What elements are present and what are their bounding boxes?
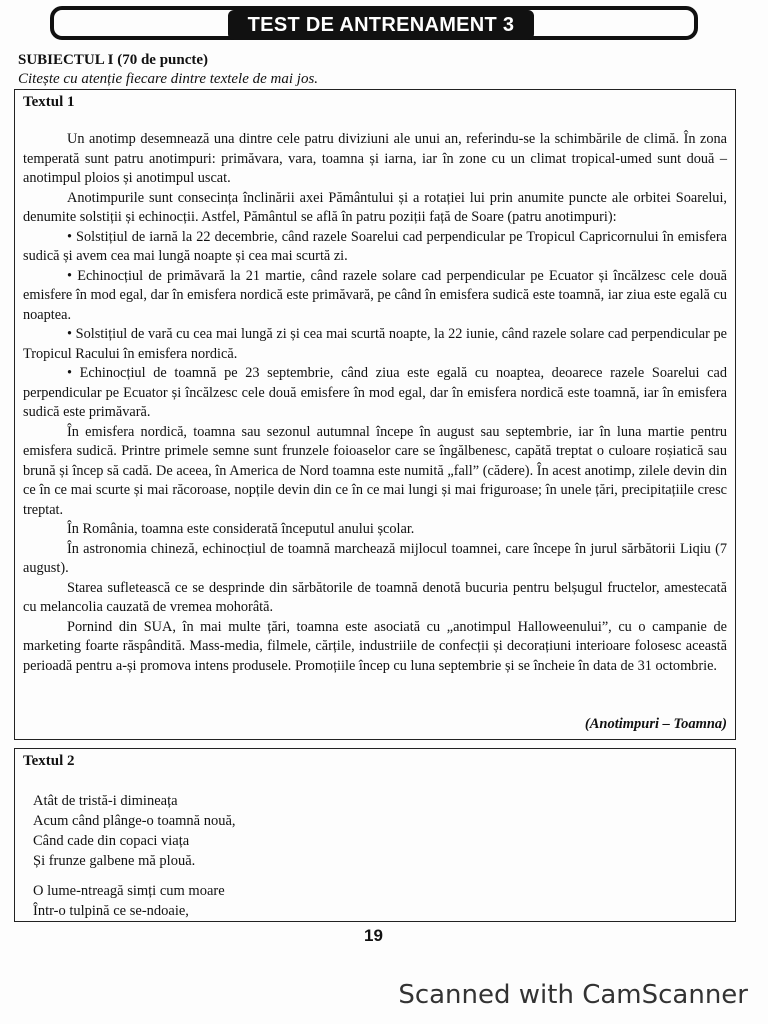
poem-verse: Atât de tristă-i dimineața [33,793,178,809]
page-number: 19 [364,926,383,945]
poem-verse: Când cade din copaci viața [33,833,190,849]
text1-paragraph: • Echinocțiul de toamnă pe 23 septembrie, când ziua este egală cu noaptea, deoarece razele Soarelui cad perpendicular pe Ecuator și încălzesc cele două emisfere în mod egal, dar în emisfera nordică este toamnă, iar în emisfera sudică este primăvară. [23,365,727,420]
text1-paragraph: Starea sufletească ce se desprinde din sărbătorile de toamnă denotă bucuria pentru belșugul fructelor, amestecată cu melancolia cauzată de vremea mohorâtă. [23,579,727,615]
text1-paragraph: • Solstițiul de vară cu cea mai lungă zi și cea mai scurtă noapte, la 22 iunie, când razele solare cad perpendicular pe Tropicul Racului în emisfera nordică. [23,326,727,362]
scanner-watermark: Scanned with CamScanner [398,980,748,1010]
poem-verse: Într-o tulpină ce se-ndoaie, [33,903,189,919]
text1-paragraph: • Solstițiul de iarnă la 22 decembrie, când razele Soarelui cad perpendicular pe Tropicul Capricornului în emisfera sudică și avem cea mai lungă noapte și cea mai scurtă zi. [23,228,727,264]
poem-stanza [33,791,236,871]
poem-verse: Și frunze galbene mă plouă. [33,853,196,869]
poem-verse: O lume-ntreagă simți cum moare [33,883,225,899]
text1-paragraph: Anotimpurile sunt consecința înclinării axei Pământului și a rotației lui prin anumite puncte ale orbitei Soarelui, denumite solstiții și echinocții. Astfel, Pământul se află în patru poziții față de Soare (patru anotimpuri): [23,189,727,225]
text1-paragraph: În România, toamna este considerată începutul anului școlar. [67,521,415,537]
text2-box [14,748,736,922]
text1-box [14,89,736,740]
text1-paragraph: În astronomia chineză, echinocțiul de toamnă marchează mijlocul toamnei, care începe în jurul sărbătorii Liqiu (7 august). [23,540,727,576]
text1-title: Textul 1 [23,94,75,110]
text1-paragraph: În emisfera nordică, toamna sau sezonul autumnal începe în august sau septembrie, iar în luna martie pentru emisfera sudică. Printre primele semne sunt frunzele foioaselor care se îngălbenesc, capătă treptat o culoare roșiatică sau brună și încep să cadă. De aceea, în America de Nord toamna este numită „fall” (cădere). În acest anotimp, zilele devin din ce în ce mai scurte și mai răcoroase, nopțile devin din ce în ce mai lungi și mai friguroase; în unele țări, precipitațiile cresc treptat. [23,423,727,518]
text1-paragraph: Pornind din SUA, în mai multe țări, toamna este asociată cu „anotimpul Halloweenului”, cu o campanie de marketing foarte răspândită. Mass-media, filmele, cărțile, industriile de confecții și decorațiuni interioare folosesc această perioadă pentru a-și promova intens produsele. Promoțiile încep cu luna septembrie și se încheie în data de 31 octombrie. [23,618,727,674]
text1-body [23,130,727,676]
text1-source: (Anotimpuri – Toamna) [584,716,727,732]
text1-paragraph: Un anotimp desemnează una dintre cele patru diviziuni ale unui an, referindu-se la schimbările de climă. În zona temperată sunt patru anotimpuri: primăvara, vara, toamna și iarna, iar în zone cu un climat tropical-umed sunt două – anotimpul ploios și anotimpul uscat. [23,131,727,186]
text2-title: Textul 2 [23,753,75,769]
text2-poem [33,791,236,931]
poem-verse: Acum când plânge-o toamnă nouă, [33,813,236,829]
instruction-text: Citește cu atenție fiecare dintre textele de mai jos. [18,71,319,87]
test-title: TEST DE ANTRENAMENT 3 [228,10,534,40]
subject-heading: SUBIECTUL I (70 de puncte) [18,52,209,68]
poem-stanza [33,881,236,921]
text1-paragraph: • Echinocțiul de primăvară la 21 martie, când razele solare cad perpendicular pe Ecuator și încălzesc cele două emisfere în mod egal, dar în emisfera nordică este primăvară, pe când în emisfera sudică este toamnă, iar ziua este egală cu noaptea. [23,267,727,323]
